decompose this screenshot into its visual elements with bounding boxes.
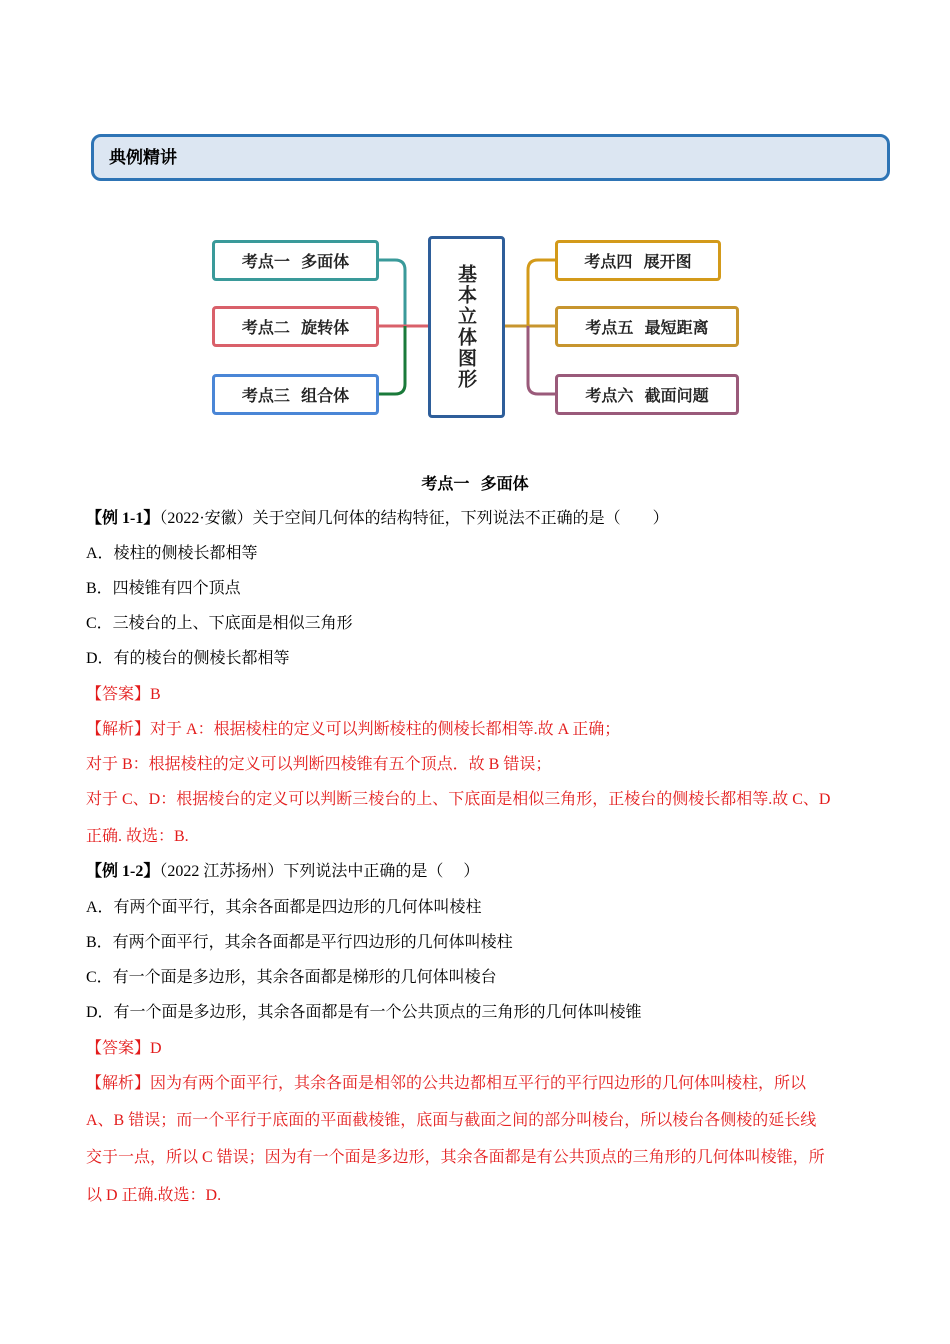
example1-analysis-line-4: 正确. 故选：B. <box>86 828 189 845</box>
mindmap-left-1 <box>212 240 379 281</box>
mindmap-left-1-label: 考点一 多面体 <box>241 252 350 271</box>
example1-option-b: B．四棱锥有四个顶点 <box>86 580 241 597</box>
example1-stem: （2022·安徽）关于空间几何体的结构特征，下列说法不正确的是（ ） <box>159 510 669 527</box>
example1-answer <box>86 681 161 704</box>
mindmap-right-2-label: 考点五 最短距离 <box>585 318 709 337</box>
example1-tag: 【例 1-1】 <box>86 510 160 527</box>
mindmap-center-label: 基本立体图形 <box>455 264 477 390</box>
example2-answer-value: D <box>150 1040 162 1057</box>
example2-stem-line <box>86 858 479 881</box>
example2-option-b: B．有两个面平行，其余各面都是平行四边形的几何体叫棱柱 <box>86 934 513 951</box>
example1-analysis-line-3: 对于 C、D：根据棱台的定义可以判断三棱台的上、下底面是相似三角形，正棱台的侧棱长都相等.故 C、D <box>86 791 831 808</box>
example1-analysis-line-1 <box>86 716 620 739</box>
example2-answer <box>86 1035 162 1058</box>
section-title: 考点一 多面体 <box>421 474 529 493</box>
connector-right-1 <box>505 260 555 326</box>
mindmap-left-3 <box>212 374 379 415</box>
mindmap-left-2-label: 考点二 旋转体 <box>241 318 350 337</box>
example2-option-c: C．有一个面是多边形，其余各面都是梯形的几何体叫棱台 <box>86 969 497 986</box>
connector-right-3 <box>528 326 555 394</box>
example2-analysis-line-1 <box>86 1070 806 1093</box>
connector-left-3 <box>378 326 405 394</box>
mindmap-right-1-label: 考点四 展开图 <box>584 252 692 271</box>
example2-tag: 【例 1-2】 <box>86 863 160 880</box>
mindmap-right-3-label: 考点六 截面问题 <box>585 386 709 405</box>
example1-analysis-tag: 【解析】 <box>86 721 151 738</box>
mindmap-left-2 <box>212 306 379 347</box>
example2-analysis-line-2: A、B 错误；而一个平行于底面的平面截棱锥，底面与截面之间的部分叫棱台，所以棱台各侧棱的延长线 <box>86 1112 817 1129</box>
example2-analysis-line-4: 以 D 正确.故选：D. <box>86 1187 222 1204</box>
example2-option-d: D．有一个面是多边形，其余各面都是有一个公共顶点的三角形的几何体叫棱锥 <box>86 1004 642 1021</box>
mindmap-center <box>428 236 505 418</box>
example2-analysis-tag: 【解析】 <box>86 1075 151 1092</box>
example1-answer-value: B <box>150 686 161 703</box>
connector-left-1 <box>378 260 428 326</box>
example1-stem-line <box>86 505 669 528</box>
example2-option-a: A．有两个面平行，其余各面都是四边形的几何体叫棱柱 <box>86 899 482 916</box>
example2-analysis-text-1: 因为有两个面平行，其余各面是相邻的公共边都相互平行的平行四边形的几何体叫棱柱，所以 <box>150 1075 807 1092</box>
example1-analysis-line-2: 对于 B：根据棱柱的定义可以判断四棱锥有五个顶点．故 B 错误； <box>86 756 552 773</box>
example2-stem: （2022 江苏扬州）下列说法中正确的是（ ） <box>159 863 480 880</box>
mindmap-left-3-label: 考点三 组合体 <box>241 386 350 405</box>
example1-option-a: A．棱柱的侧棱长都相等 <box>86 545 258 562</box>
example2-analysis-line-3: 交于一点，所以 C 错误；因为有一个面是多边形，其余各面都是有公共顶点的三角形的几何体叫棱锥，所 <box>86 1149 825 1166</box>
example1-option-d: D．有的棱台的侧棱长都相等 <box>86 650 290 667</box>
example2-answer-tag: 【答案】 <box>86 1040 151 1057</box>
example1-analysis-text-1: 对于 A：根据棱柱的定义可以判断棱柱的侧棱长都相等.故 A 正确； <box>150 721 621 738</box>
example1-answer-tag: 【答案】 <box>86 686 151 703</box>
mindmap-right-3 <box>555 374 739 415</box>
example1-option-c: C．三棱台的上、下底面是相似三角形 <box>86 615 353 632</box>
banner-title: 典例精讲 <box>109 148 177 168</box>
mindmap-right-1 <box>555 240 721 281</box>
mindmap-right-2 <box>555 306 739 347</box>
